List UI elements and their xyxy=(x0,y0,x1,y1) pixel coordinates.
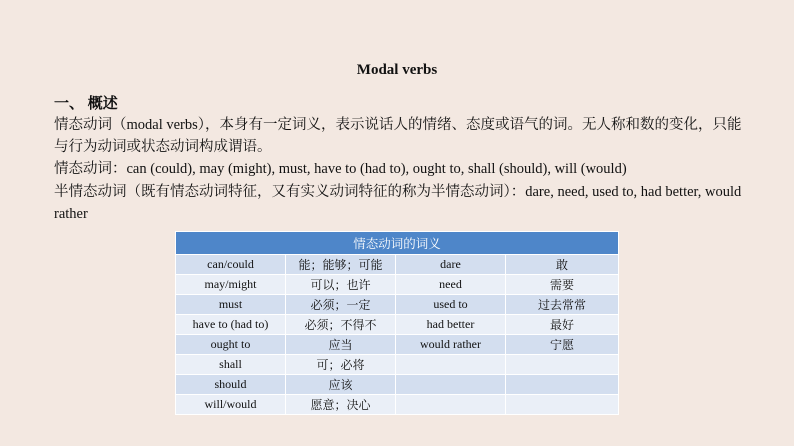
table-cell: dare xyxy=(396,255,506,275)
modal-meaning-table xyxy=(175,231,619,415)
table-row xyxy=(176,355,619,375)
table-cell: will/would xyxy=(176,395,286,415)
table-row xyxy=(176,395,619,415)
table-header-row xyxy=(176,232,619,255)
table-body xyxy=(176,255,619,415)
paragraph-modal-list: 情态动词：can (could), may (might), must, have to (had to), ought to, shall (should), will (would) xyxy=(54,161,627,177)
table-cell: 可；必将 xyxy=(286,355,396,375)
table-cell: used to xyxy=(396,295,506,315)
table-row xyxy=(176,335,619,355)
table-cell: 可以；也许 xyxy=(286,275,396,295)
table-cell xyxy=(396,375,506,395)
table-cell xyxy=(396,355,506,375)
table-cell: must xyxy=(176,295,286,315)
table-cell: need xyxy=(396,275,506,295)
table-cell: 过去常常 xyxy=(506,295,619,315)
table-cell xyxy=(396,395,506,415)
table-cell xyxy=(506,395,619,415)
table-row xyxy=(176,255,619,275)
table-cell: had better xyxy=(396,315,506,335)
table-row xyxy=(176,275,619,295)
table-cell: may/might xyxy=(176,275,286,295)
table-row xyxy=(176,375,619,395)
table-cell xyxy=(506,375,619,395)
table-cell: 必须；不得不 xyxy=(286,315,396,335)
table-cell: 愿意；决心 xyxy=(286,395,396,415)
table-cell: 需要 xyxy=(506,275,619,295)
table-cell: 应当 xyxy=(286,335,396,355)
table-row xyxy=(176,315,619,335)
table-cell: should xyxy=(176,375,286,395)
table-cell: have to (had to) xyxy=(176,315,286,335)
table-cell xyxy=(506,355,619,375)
table-cell: 能；能够；可能 xyxy=(286,255,396,275)
table-cell: 必须；一定 xyxy=(286,295,396,315)
table-row xyxy=(176,295,619,315)
table-cell: ought to xyxy=(176,335,286,355)
table-cell: would rather xyxy=(396,335,506,355)
section-heading: 一、 概述 xyxy=(54,96,118,112)
paragraph-semi-modal-list: 半情态动词（既有情态动词特征，又有实义动词特征的称为半情态动词）：dare, need, used to, had better, would rather xyxy=(54,184,742,222)
table-cell: 敢 xyxy=(506,255,619,275)
table-cell: can/could xyxy=(176,255,286,275)
slide-title: Modal verbs xyxy=(356,62,438,78)
table-cell: shall xyxy=(176,355,286,375)
table-cell: 宁愿 xyxy=(506,335,619,355)
table-cell: 应该 xyxy=(286,375,396,395)
paragraph-definition: 情态动词（modal verbs），本身有一定词义，表示说话人的情绪、态度或语气的词。无人称和数的变化，只能与行为动词或状态动词构成谓语。 xyxy=(54,117,742,155)
table-cell: 最好 xyxy=(506,315,619,335)
table-header: 情态动词的词义 xyxy=(176,232,619,255)
